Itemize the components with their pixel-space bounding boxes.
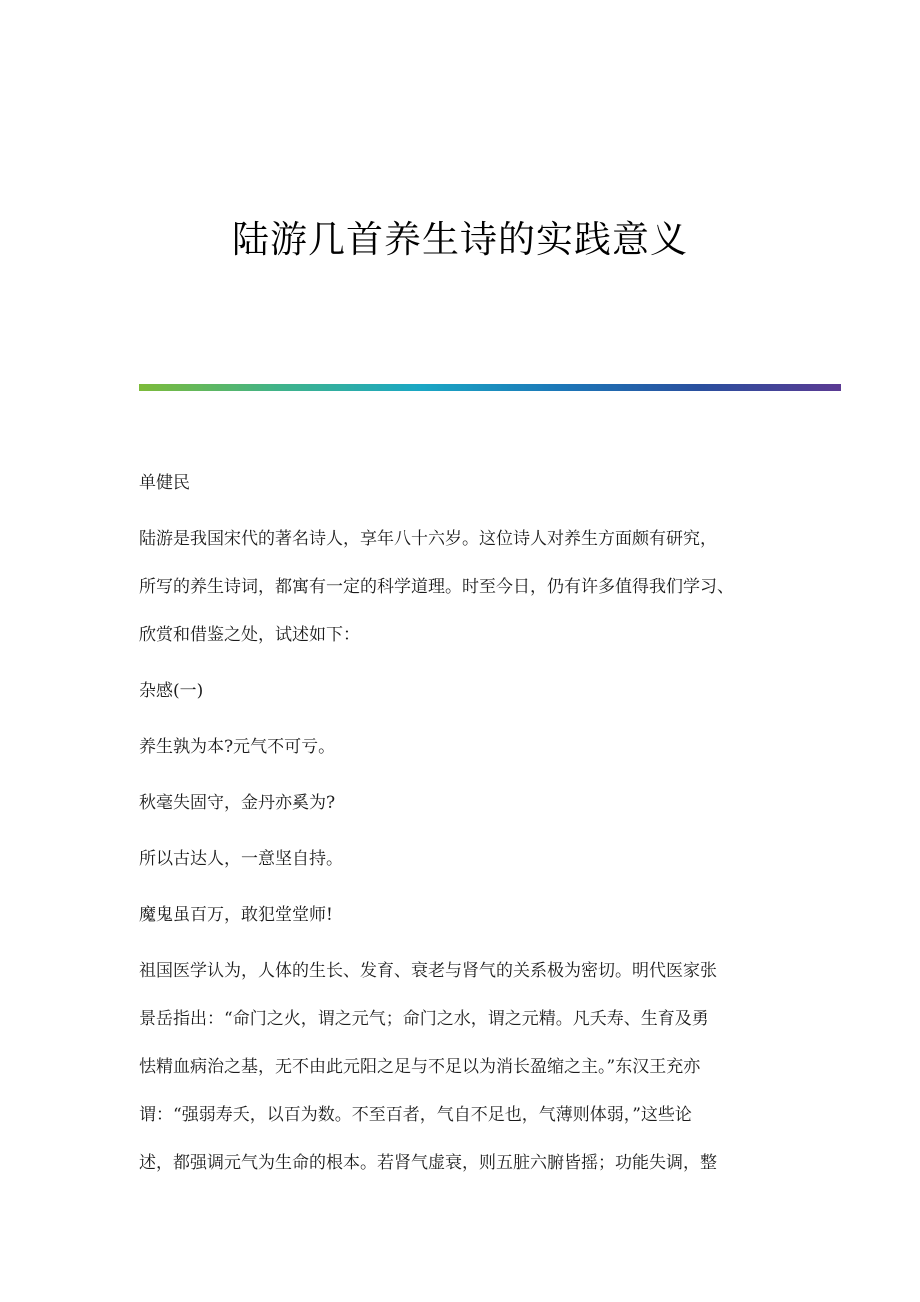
commentary-line: 怯精血病治之基，无不由此元阳之足与不足以为消长盈缩之主。”东汉王充亦 — [139, 1057, 701, 1077]
poem-line: 秋毫失固守，金丹亦奚为? — [139, 793, 336, 813]
title-divider — [139, 384, 841, 391]
commentary-line: 述，都强调元气为生命的根本。若肾气虚衰，则五脏六腑皆摇；功能失调，整 — [139, 1153, 717, 1173]
page-title: 陆游几首养生诗的实践意义 — [232, 218, 688, 261]
commentary-line: 祖国医学认为，人体的生长、发育、衰老与肾气的关系极为密切。明代医家张 — [139, 961, 717, 981]
poem-title: 杂感(一) — [139, 681, 204, 701]
intro-paragraph — [139, 522, 789, 653]
poem-line: 所以古达人，一意坚自持。 — [139, 849, 343, 869]
commentary-paragraph — [139, 954, 789, 1181]
commentary-line: 景岳指出：“命门之火，谓之元气；命门之水，谓之元精。凡夭寿、生育及勇 — [139, 1009, 709, 1029]
poem-line: 养生孰为本?元气不可亏。 — [139, 737, 336, 757]
intro-line: 陆游是我国宋代的著名诗人，享年八十六岁。这位诗人对养生方面颇有研究， — [139, 529, 717, 549]
author-name: 单健民 — [139, 473, 190, 493]
intro-line: 所写的养生诗词，都寓有一定的科学道理。时至今日，仍有许多值得我们学习、 — [139, 577, 734, 597]
commentary-line: 谓：“强弱寿夭，以百为数。不至百者，气自不足也，气薄则体弱，”这些论 — [139, 1105, 692, 1125]
poem-line: 魔鬼虽百万，敢犯堂堂师! — [139, 905, 333, 925]
document-body — [139, 466, 789, 1202]
intro-line: 欣赏和借鉴之处，试述如下： — [139, 625, 360, 645]
